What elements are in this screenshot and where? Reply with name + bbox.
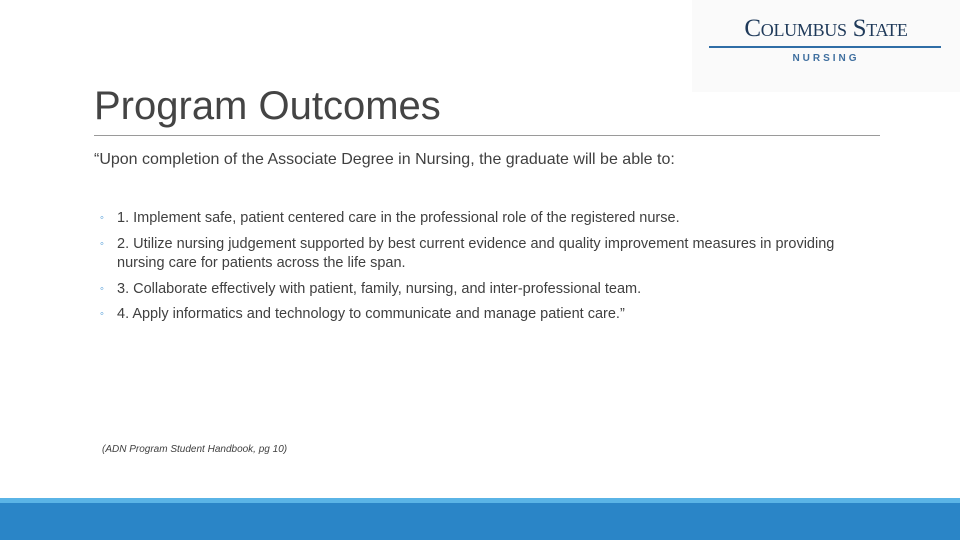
outcome-item-4 [100, 305, 880, 325]
logo-subtitle: NURSING [792, 53, 860, 64]
logo-name: Columbus State [744, 15, 908, 42]
footer-bar [0, 503, 960, 540]
outcome-text-4: 4. Apply informatics and technology to communicate and manage patient care.” [117, 306, 625, 322]
slide-title: Program Outcomes [94, 84, 441, 128]
intro-text: “Upon completion of the Associate Degree in Nursing, the graduate will be able to: [94, 151, 675, 168]
bullet-icon: ◦ [100, 308, 104, 320]
logo-divider [709, 46, 941, 48]
outcome-item-1 [100, 209, 880, 229]
bullet-icon: ◦ [100, 237, 104, 250]
outcome-item-2 [100, 235, 880, 274]
outcome-item-3 [100, 280, 880, 300]
citation: (ADN Program Student Handbook, pg 10) [102, 444, 288, 455]
bullet-icon: ◦ [100, 212, 104, 224]
title-divider [94, 135, 880, 136]
columbus-state-nursing-logo [692, 0, 960, 92]
outcome-text-1: 1. Implement safe, patient centered care in the professional role of the registered nurse. [117, 210, 680, 226]
outcomes-list [100, 209, 880, 331]
outcome-text-3: 3. Collaborate effectively with patient, family, nursing, and inter-professional team. [117, 280, 642, 297]
bullet-icon: ◦ [100, 282, 104, 295]
outcome-text-2: 2. Utilize nursing judgement supported by best current evidence and quality improvement measures in providing nursing care for patients across the life span. [117, 235, 835, 271]
